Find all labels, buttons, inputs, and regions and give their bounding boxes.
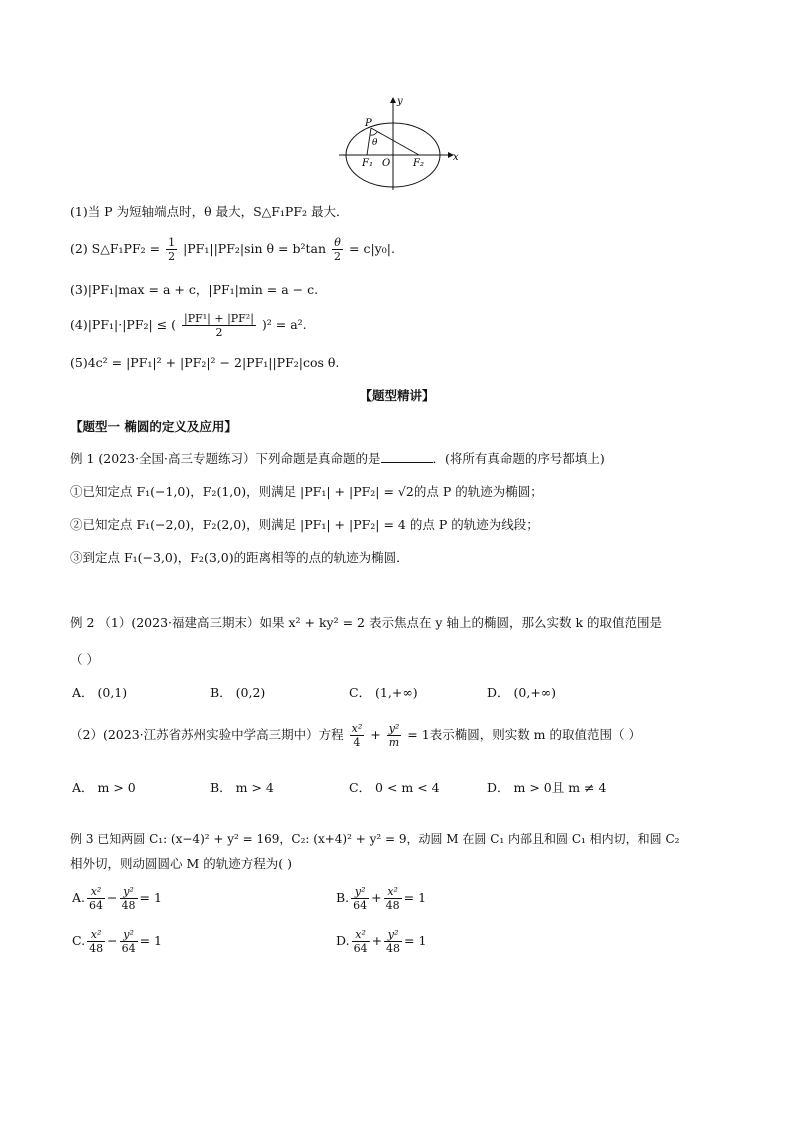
fraction-num: y² [120,928,138,942]
fraction-num: x² [352,928,370,942]
type-heading: 【题型一 椭圆的定义及应用】 [70,419,237,434]
option-letter: B. [336,890,350,905]
example-3-option-a[interactable] [72,885,162,912]
fraction-den: m [388,736,400,749]
fraction-2 [120,885,138,912]
property-4 [70,312,307,339]
fraction-1 [87,928,105,955]
fraction-num: y² [120,885,138,899]
example-2-q1-paren: （ ） [70,652,99,667]
example-2-q2-prefix: （2）(2023·江苏省苏州实验中学高三期中）方程 [70,727,344,742]
label-y: y [397,96,403,107]
example-2-q2-suffix: = 1表示椭圆，则实数 m 的取值范围（ ） [407,727,641,742]
label-f2: F₂ [413,158,424,169]
property-1: (1)当 P 为短轴端点时，θ 最大，S△F₁PF₂ 最大． [70,204,349,219]
fraction-num: x² [384,885,402,899]
fraction-den: 48 [89,942,104,955]
example-1-item-1: ①已知定点 F₁(−1,0)，F₂(1,0)，则满足 |PF₁| + |PF₂| = √2的点 P 的轨迹为椭圆； [70,484,543,499]
segment-pf2 [371,128,419,155]
property-2-suffix: = c|y₀|. [349,241,395,256]
property-2-mid: |PF₁||PF₂|sin θ = b²tan [183,241,327,256]
fraction-mean [182,312,256,339]
fraction-half [166,236,177,263]
fraction-x2-over-4 [350,722,365,749]
label-p: P [365,118,372,129]
operator: − [107,933,118,948]
operator: + [371,890,382,905]
fraction-num: θ [332,236,343,250]
fraction-den: 48 [121,899,136,912]
answer-blank[interactable] [381,450,433,463]
option-letter: D. [336,933,350,948]
option-letter: A. [72,890,86,905]
equals-one: = 1 [139,933,162,948]
property-2-prefix: (2) S△F₁PF₂ = [70,241,161,256]
label-f1: F₁ [362,158,373,169]
example-1-stem-b: ．(将所有真命题的序号都填上) [432,451,605,466]
fraction-2 [120,928,138,955]
fraction-theta-half [332,236,343,263]
example-3-option-c[interactable] [72,928,162,955]
equals-one: = 1 [403,890,427,905]
fraction-num: x² [351,722,363,735]
fraction-1 [87,885,105,912]
fraction-1 [352,928,370,955]
example-2-q1-option-c[interactable]: C． (1,+∞) [349,685,418,700]
equals-one: = 1 [404,933,427,948]
property-2 [70,236,395,263]
fraction-y2-over-m [387,722,402,749]
label-theta: θ [372,138,378,148]
fraction-den: 64 [89,899,104,912]
example-2-q2 [70,722,641,749]
ellipse-figure [335,94,465,194]
property-3: (3)|PF₁|max = a + c，|PF₁|min = a − c. [70,282,319,297]
fraction-num: y² [351,885,369,899]
example-1-item-2: ②已知定点 F₁(−2,0)，F₂(2,0)，则满足 |PF₁| + |PF₂| = 4 的点 P 的轨迹为线段； [70,517,539,532]
fraction-num: x² [87,928,105,942]
plus-sign: + [370,727,381,742]
property-5: (5)4c² = |PF₁|² + |PF₂|² − 2|PF₁||PF₂|cos θ. [70,355,340,370]
example-2-q1: 例 2 （1）(2023·福建高三期末）如果 x² + ky² = 2 表示焦点在 y 轴上的椭圆，那么实数 k 的取值范围是 [70,615,662,630]
example-2-q2-option-b[interactable]: B． m > 4 [210,780,274,795]
fraction-2 [384,885,402,912]
label-x: x [453,152,459,163]
example-1-item-3: ③到定点 F₁(−3,0)，F₂(3,0)的距离相等的点的轨迹为椭圆． [70,550,409,565]
example-2-q2-option-a[interactable]: A． m > 0 [72,780,136,795]
label-o: O [382,158,391,169]
fraction-den: 64 [353,942,368,955]
property-4-prefix: (4)|PF₁|·|PF₂| ≤ ( [70,317,177,332]
example-2-q1-option-b[interactable]: B． (0,2) [210,685,266,700]
fraction-den: 48 [386,942,401,955]
fraction-den: 4 [353,736,361,749]
fraction-den: 2 [334,250,342,263]
example-3-line-2: 相外切，则动圆圆心 M 的轨迹方程为( ) [70,856,292,871]
fraction-num: 1 [168,236,176,249]
operator: + [371,933,383,948]
fraction-num: y² [388,722,400,735]
fraction-2 [384,928,402,955]
fraction-num: |PF¹| + |PF²| [184,312,254,325]
property-4-suffix: )² = a². [261,317,307,332]
example-1-stem [70,450,605,468]
example-3-option-b[interactable] [336,885,426,912]
example-3-line-1: 例 3 已知两圆 C₁: (x−4)² + y² = 169，C₂: (x+4)² + y² = 9，动圆 M 在圆 C₁ 内部且和圆 C₁ 相内切，和圆 C₂ [70,832,680,846]
fraction-den: 2 [215,326,223,339]
fraction-num: x² [87,885,105,899]
angle-arc [370,132,377,135]
section-title: 【题型精讲】 [359,388,435,403]
segment-pf1 [367,128,371,155]
fraction-den: 2 [168,250,176,263]
example-2-q1-option-d[interactable]: D． (0,+∞) [487,685,557,700]
example-2-q2-option-c[interactable]: C． 0 < m < 4 [349,780,440,795]
example-1-stem-a: 例 1 (2023·全国·高三专题练习）下列命题是真命题的是 [70,451,381,466]
example-2-q2-option-d[interactable]: D． m > 0且 m ≠ 4 [487,780,607,795]
example-2-q1-option-a[interactable]: A． (0,1) [72,685,128,700]
example-3-option-d[interactable] [336,928,426,955]
fraction-1 [351,885,369,912]
fraction-den: 48 [385,899,400,912]
equals-one: = 1 [139,890,162,905]
fraction-den: 64 [353,899,368,912]
fraction-den: 64 [121,942,136,955]
fraction-num: y² [384,928,402,942]
operator: − [107,890,118,905]
option-letter: C. [72,933,86,948]
